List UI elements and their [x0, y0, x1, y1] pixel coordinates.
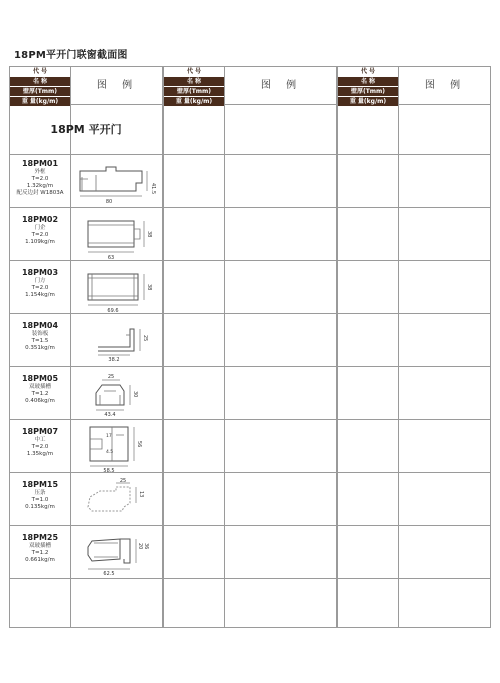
code-header: 代 号 [164, 67, 224, 76]
item-name: 门企 [34, 225, 46, 231]
table-header [10, 67, 162, 105]
dim-width: 63 [107, 255, 115, 261]
item-name: 外框 [34, 169, 46, 175]
code-header: 代 号 [338, 67, 398, 76]
table-header [164, 67, 336, 105]
item-weight: 0.135kg/m [25, 504, 55, 510]
profile-drawing-18pm05 [86, 371, 156, 417]
dim-width: 58.5 [103, 468, 115, 473]
profile-drawing-18pm03 [80, 268, 160, 314]
item-weight: 1.35kg/m [26, 451, 54, 457]
item-info [10, 321, 70, 352]
item-code: 18PM03 [21, 268, 59, 277]
item-weight: 0.351kg/m [25, 345, 55, 351]
item-info [10, 374, 70, 405]
dim-a: 17 [106, 434, 112, 439]
dim-width: 80 [105, 199, 113, 205]
item-thickness: T=2.0 [31, 444, 49, 450]
dim-width: 69.6 [107, 308, 119, 314]
table-header [338, 67, 490, 105]
item-info [10, 480, 70, 511]
weight-header: 重 量(kg/m) [164, 97, 224, 106]
profile-drawing-18pm07 [82, 423, 158, 473]
item-thickness: T=1.0 [31, 497, 49, 503]
dim-height: 36 [143, 543, 149, 550]
dim-height: 41.5 [150, 183, 156, 195]
dim-top: 25 [107, 374, 115, 380]
item-thickness: T=2.0 [31, 285, 49, 291]
profile-drawing-18pm02 [80, 215, 160, 261]
name-header: 名 称 [10, 77, 70, 86]
name-header: 名 称 [338, 77, 398, 86]
item-thickness: T=1.2 [31, 391, 49, 397]
page-title: 18PM平开门联窗截面图 [14, 50, 128, 61]
item-info [10, 533, 70, 564]
item-name: 门方 [34, 278, 46, 284]
item-weight: 1.154kg/m [25, 292, 55, 298]
item-code: 18PM04 [21, 321, 59, 330]
profile-drawing-18pm01 [76, 163, 160, 205]
item-info [10, 159, 70, 197]
code-header: 代 号 [10, 67, 70, 76]
item-code: 18PM02 [21, 215, 59, 224]
item-thickness: T=1.5 [31, 338, 49, 344]
dim-top: 25 [119, 478, 127, 484]
dim-width: 62.5 [103, 571, 115, 577]
dim-width: 43.4 [104, 412, 116, 417]
figure-header: 图 例 [398, 67, 492, 104]
item-code: 18PM15 [21, 480, 59, 489]
item-thickness: T=2.0 [31, 232, 49, 238]
item-name: 压条 [34, 490, 46, 496]
item-weight: 1.32kg/m [26, 183, 54, 189]
weight-header: 重 量(kg/m) [10, 97, 70, 106]
dim-b: 4.5 [106, 450, 114, 455]
thickness-header: 壁厚(Tmm) [10, 87, 70, 96]
item-name: 中工 [34, 437, 46, 443]
dim-height: 38 [146, 284, 152, 291]
dim-height: 30 [132, 391, 138, 398]
item-name: 双玻插槽 [28, 384, 51, 390]
figure-header: 图 例 [70, 67, 164, 104]
item-weight: 0.661kg/m [25, 557, 55, 563]
item-info [10, 215, 70, 246]
item-weight: 1.109kg/m [25, 239, 55, 245]
item-thickness: T=2.0 [31, 176, 49, 182]
item-info [10, 427, 70, 458]
thickness-header: 壁厚(Tmm) [164, 87, 224, 96]
name-header: 名 称 [164, 77, 224, 86]
item-info [10, 268, 70, 299]
dim-height: 56 [136, 441, 142, 448]
item-weight: 0.406kg/m [25, 398, 55, 404]
profile-table-2 [163, 66, 337, 628]
item-thickness: T=1.2 [31, 550, 49, 556]
profile-drawing-18pm04 [90, 321, 152, 363]
figure-header: 图 例 [224, 67, 338, 104]
dim-height: 38 [146, 231, 152, 238]
dim-a: 20 [137, 543, 143, 550]
item-code: 18PM07 [21, 427, 59, 436]
thickness-header: 壁厚(Tmm) [338, 87, 398, 96]
profile-drawing-18pm15 [76, 477, 160, 521]
item-note: 配反边封 W1803A [16, 190, 64, 196]
item-name: 装饰板 [31, 331, 49, 337]
profile-drawing-18pm25 [80, 529, 160, 577]
dim-height: 13 [138, 491, 144, 498]
section-title: 18PM 平开门 [50, 123, 122, 136]
item-code: 18PM05 [21, 374, 59, 383]
dim-height: 25 [142, 335, 148, 342]
dim-width: 38.2 [108, 357, 120, 363]
profile-table-1 [9, 66, 163, 628]
weight-header: 重 量(kg/m) [338, 97, 398, 106]
item-name: 双玻插槽 [28, 543, 51, 549]
item-code: 18PM25 [21, 533, 59, 542]
profile-table-3 [337, 66, 491, 628]
item-code: 18PM01 [21, 159, 59, 168]
